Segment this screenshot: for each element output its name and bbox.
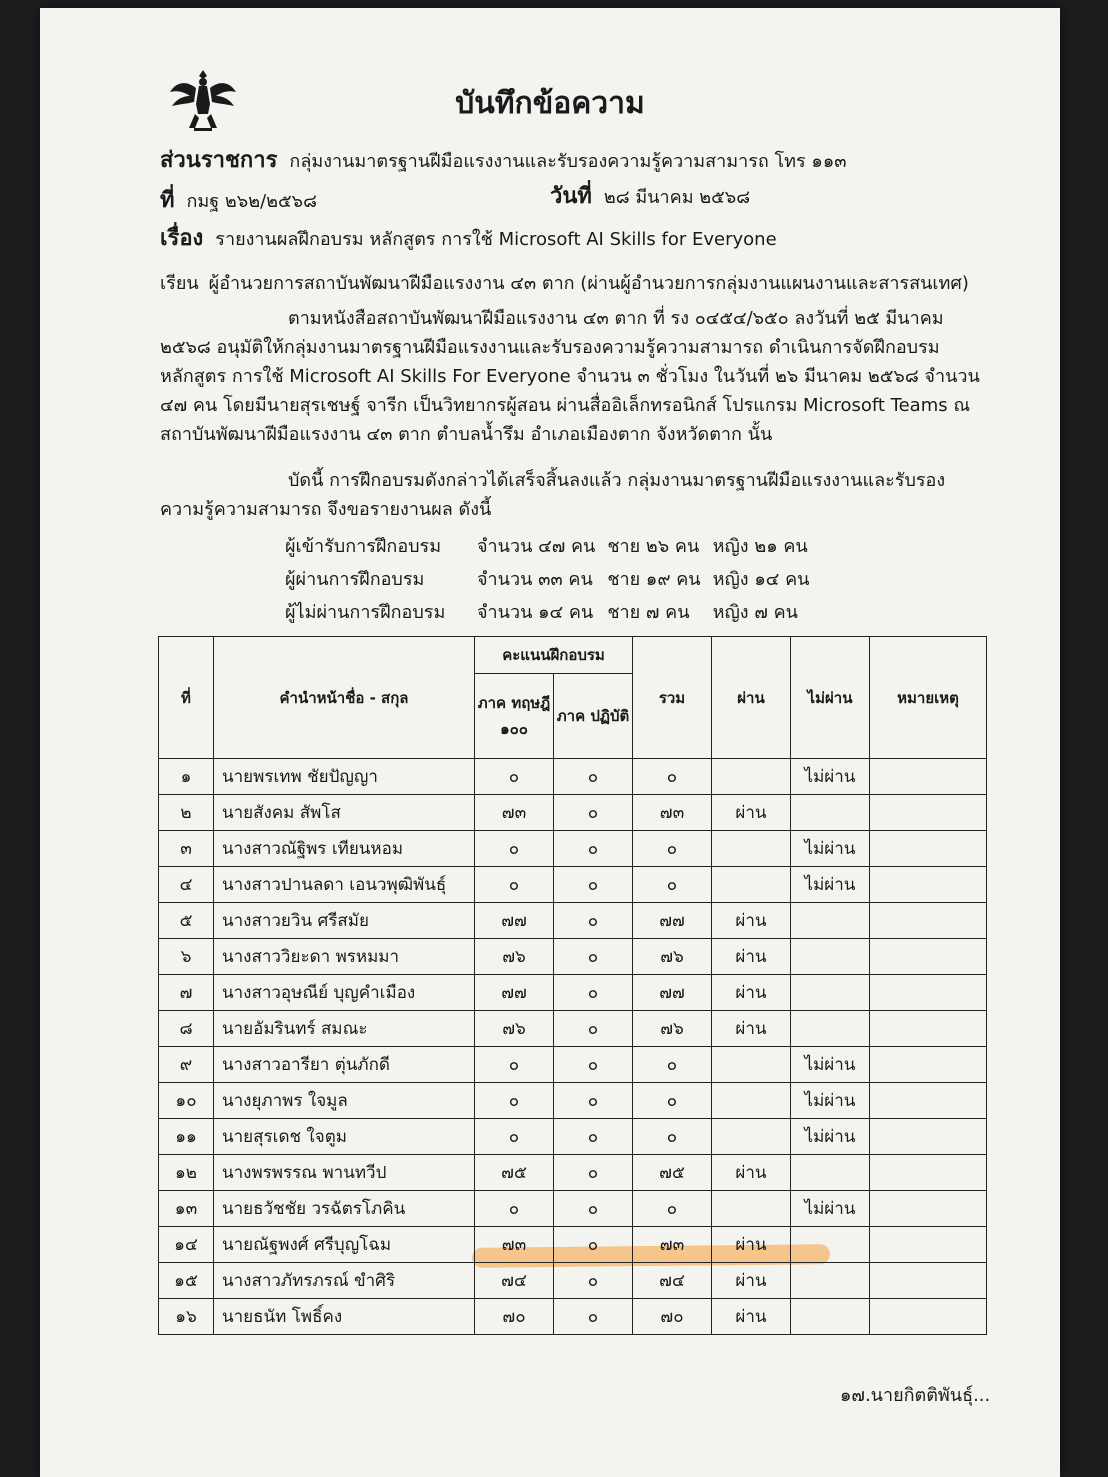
cell-total: ๐ — [633, 867, 712, 903]
cell-total: ๗๗ — [633, 903, 712, 939]
cell-theory: ๗๗ — [475, 975, 554, 1011]
cell-remark — [870, 1155, 987, 1191]
cell-total: ๗๖ — [633, 1011, 712, 1047]
cell-pass — [712, 1119, 791, 1155]
ref-value: กมฐ ๒๖๒/๒๕๖๘ — [186, 191, 317, 212]
cell-theory: ๗๗ — [475, 903, 554, 939]
table-row — [159, 1263, 987, 1299]
memo-title: บันทึกข้อความ — [455, 86, 645, 121]
cell-name: นางสาวยวิน ศรีสมัย — [214, 903, 475, 939]
agency-label: ส่วนราชการ — [160, 148, 278, 173]
cell-total: ๗๖ — [633, 939, 712, 975]
cell-remark — [870, 1119, 987, 1155]
cell-total: ๐ — [633, 1083, 712, 1119]
cell-no: ๑๕ — [159, 1263, 214, 1299]
cell-name: นางยุภาพร ใจมูล — [214, 1083, 475, 1119]
cell-pass — [712, 831, 791, 867]
cell-remark — [870, 903, 987, 939]
cell-remark — [870, 1299, 987, 1335]
date-label: วันที่ — [550, 184, 592, 209]
cell-total: ๐ — [633, 1119, 712, 1155]
results-table — [158, 636, 987, 1335]
table-row — [159, 975, 987, 1011]
cell-theory: ๗๖ — [475, 939, 554, 975]
cell-pass — [712, 1083, 791, 1119]
cell-name: นายสังคม สัพโส — [214, 795, 475, 831]
cell-theory: ๐ — [475, 1083, 554, 1119]
body-paragraph-2: บัดนี้ การฝึกอบรมดังกล่าวได้เสร็จสิ้นลงแล้ว กลุ่มงานมาตรฐานฝีมือแรงงานและรับรองความรู้ความสามารถ จึงขอรายงานผล ดังนี้ — [160, 470, 946, 520]
cell-pass: ผ่าน — [712, 1011, 791, 1047]
cell-name: นายณัฐพงศ์ ศรีบุญโฉม — [214, 1227, 475, 1263]
cell-remark — [870, 867, 987, 903]
subject-value: รายงานผลฝึกอบรม หลักสูตร การใช้ Microsoft AI Skills for Everyone — [215, 229, 777, 250]
cell-name: นางสาววิยะดา พรหมมา — [214, 939, 475, 975]
cell-theory: ๗๐ — [475, 1299, 554, 1335]
cell-pass: ผ่าน — [712, 1299, 791, 1335]
cell-theory: ๐ — [475, 1119, 554, 1155]
cell-pass — [712, 867, 791, 903]
cell-fail: ไม่ผ่าน — [791, 831, 870, 867]
table-row — [159, 1191, 987, 1227]
cell-name: นางสาวภัทรภรณ์ ขำศิริ — [214, 1263, 475, 1299]
cell-no: ๔ — [159, 867, 214, 903]
cell-no: ๗ — [159, 975, 214, 1011]
table-row — [159, 1083, 987, 1119]
cell-practice: ๐ — [554, 903, 633, 939]
cell-practice: ๐ — [554, 1047, 633, 1083]
summary-stats — [285, 530, 815, 629]
table-row — [159, 1155, 987, 1191]
cell-remark — [870, 1227, 987, 1263]
table-row — [159, 759, 987, 795]
cell-no: ๙ — [159, 1047, 214, 1083]
cell-no: ๑๐ — [159, 1083, 214, 1119]
cell-remark — [870, 1011, 987, 1047]
cell-no: ๑๓ — [159, 1191, 214, 1227]
col-pass: ผ่าน — [712, 637, 791, 759]
cell-total: ๐ — [633, 1191, 712, 1227]
col-fail: ไม่ผ่าน — [791, 637, 870, 759]
cell-fail — [791, 1011, 870, 1047]
cell-name: นางสาวปานลดา เอนวพุฒิพันธุ์ — [214, 867, 475, 903]
cell-no: ๑๒ — [159, 1155, 214, 1191]
cell-theory: ๗๔ — [475, 1263, 554, 1299]
cell-no: ๑ — [159, 759, 214, 795]
cell-practice: ๐ — [554, 939, 633, 975]
cell-theory: ๐ — [475, 867, 554, 903]
col-score-group: คะแนนฝึกอบรม — [475, 637, 633, 674]
date-value: ๒๘ มีนาคม ๒๕๖๘ — [603, 187, 751, 208]
continuation-note: ๑๗.นายกิตติพันธุ์... — [840, 1385, 991, 1406]
cell-name: นางสาวอุษณีย์ บุญคำเมือง — [214, 975, 475, 1011]
table-row — [159, 939, 987, 975]
cell-pass — [712, 1047, 791, 1083]
cell-fail — [791, 795, 870, 831]
table-row — [159, 1011, 987, 1047]
recipient-line — [160, 268, 969, 297]
table-row — [159, 867, 987, 903]
cell-no: ๒ — [159, 795, 214, 831]
col-practice: ภาค ปฏิบัติ — [554, 674, 633, 759]
cell-fail: ไม่ผ่าน — [791, 867, 870, 903]
cell-name: นางพรพรรณ พานทวีป — [214, 1155, 475, 1191]
cell-remark — [870, 1263, 987, 1299]
to-value: ผู้อำนวยการสถาบันพัฒนาฝีมือแรงงาน ๔๓ ตาก (ผ่านผู้อำนวยการกลุ่มงานแผนงานและสารสนเทศ) — [208, 273, 969, 294]
cell-fail — [791, 1227, 870, 1263]
cell-name: นางสาวอารียา ตุ่นภักดี — [214, 1047, 475, 1083]
stat-row: ผู้เข้ารับการฝึกอบรม จำนวน ๔๗ คน ชาย ๒๖ คน หญิง ๒๑ คน — [285, 536, 808, 557]
date-line — [550, 178, 750, 213]
cell-theory: ๗๕ — [475, 1155, 554, 1191]
cell-pass — [712, 1191, 791, 1227]
cell-remark — [870, 795, 987, 831]
cell-pass: ผ่าน — [712, 1263, 791, 1299]
cell-pass: ผ่าน — [712, 795, 791, 831]
table-row — [159, 1299, 987, 1335]
table-row — [159, 1047, 987, 1083]
cell-fail: ไม่ผ่าน — [791, 1119, 870, 1155]
cell-pass: ผ่าน — [712, 1227, 791, 1263]
table-row — [159, 795, 987, 831]
cell-theory: ๐ — [475, 759, 554, 795]
cell-practice: ๐ — [554, 831, 633, 867]
table-row — [159, 831, 987, 867]
cell-practice: ๐ — [554, 975, 633, 1011]
cell-total: ๗๐ — [633, 1299, 712, 1335]
cell-name: นายธวัชชัย วรฉัตรโภคิน — [214, 1191, 475, 1227]
cell-remark — [870, 939, 987, 975]
table-row — [159, 1119, 987, 1155]
col-name: คำนำหน้าชื่อ - สกุล — [214, 637, 475, 759]
cell-practice: ๐ — [554, 1155, 633, 1191]
cell-pass: ผ่าน — [712, 975, 791, 1011]
cell-practice: ๐ — [554, 1083, 633, 1119]
cell-fail: ไม่ผ่าน — [791, 1191, 870, 1227]
cell-remark — [870, 759, 987, 795]
stat-row: ผู้ผ่านการฝึกอบรม จำนวน ๓๓ คน ชาย ๑๙ คน หญิง ๑๔ คน — [285, 569, 810, 590]
cell-pass: ผ่าน — [712, 939, 791, 975]
cell-fail — [791, 1263, 870, 1299]
cell-fail — [791, 1299, 870, 1335]
cell-total: ๐ — [633, 831, 712, 867]
cell-pass: ผ่าน — [712, 1155, 791, 1191]
cell-fail: ไม่ผ่าน — [791, 1083, 870, 1119]
ref-label: ที่ — [160, 188, 175, 213]
subject-label: เรื่อง — [160, 226, 204, 251]
cell-remark — [870, 1083, 987, 1119]
cell-practice: ๐ — [554, 1263, 633, 1299]
cell-no: ๘ — [159, 1011, 214, 1047]
results-table-wrapper — [158, 636, 987, 1335]
cell-no: ๓ — [159, 831, 214, 867]
cell-theory: ๗๓ — [475, 795, 554, 831]
cell-practice: ๐ — [554, 1191, 633, 1227]
cell-total: ๗๕ — [633, 1155, 712, 1191]
table-row — [159, 1227, 987, 1263]
cell-no: ๖ — [159, 939, 214, 975]
reference-line — [160, 182, 317, 217]
col-no: ที่ — [159, 637, 214, 759]
col-remark: หมายเหตุ — [870, 637, 987, 759]
cell-remark — [870, 831, 987, 867]
agency-line — [160, 142, 847, 177]
cell-fail — [791, 903, 870, 939]
cell-practice: ๐ — [554, 867, 633, 903]
cell-no: ๑๔ — [159, 1227, 214, 1263]
cell-total: ๗๔ — [633, 1263, 712, 1299]
cell-name: นางสาวณัฐิพร เทียนหอม — [214, 831, 475, 867]
cell-practice: ๐ — [554, 1227, 633, 1263]
cell-pass: ผ่าน — [712, 903, 791, 939]
stat-row: ผู้ไม่ผ่านการฝึกอบรม จำนวน ๑๔ คน ชาย ๗ คน หญิง ๗ คน — [285, 602, 798, 623]
subject-line — [160, 220, 777, 255]
col-total: รวม — [633, 637, 712, 759]
cell-name: นายอัมรินทร์ สมณะ — [214, 1011, 475, 1047]
to-label: เรียน — [160, 273, 199, 294]
cell-total: ๗๗ — [633, 975, 712, 1011]
cell-name: นายพรเทพ ชัยปัญญา — [214, 759, 475, 795]
cell-fail: ไม่ผ่าน — [791, 1047, 870, 1083]
cell-practice: ๐ — [554, 759, 633, 795]
cell-practice: ๐ — [554, 795, 633, 831]
agency-value: กลุ่มงานมาตรฐานฝีมือแรงงานและรับรองความรู้ความสามารถ โทร ๑๑๓ — [289, 151, 847, 172]
cell-fail — [791, 975, 870, 1011]
cell-fail: ไม่ผ่าน — [791, 759, 870, 795]
cell-theory: ๗๓ — [475, 1227, 554, 1263]
cell-remark — [870, 1191, 987, 1227]
cell-name: นายธนัท โพธิ์คง — [214, 1299, 475, 1335]
cell-practice: ๐ — [554, 1299, 633, 1335]
cell-theory: ๐ — [475, 831, 554, 867]
body-paragraph-1: ตามหนังสือสถาบันพัฒนาฝีมือแรงงาน ๔๓ ตาก ที่ รง ๐๔๕๔/๖๕๐ ลงวันที่ ๒๕ มีนาคม ๒๕๖๘ อนุมัติให้กลุ่มงานมาตรฐานฝีมือแรงงานและรับรองความรู้ความสามารถ ดำเนินการจัดฝึกอบรมหลักสูตร การใช้ Microsoft AI Skills For Everyone จำนวน ๓ ชั่วโมง ในวันที่ ๒๖ มีนาคม ๒๕๖๘ จำนวน ๔๗ คน โดยมีนายสุรเชษฐ์ จารีก เป็นวิทยากรผู้สอน ผ่านสื่ออิเล็กทรอนิกส์ โปรแกรม Microsoft Teams ณ สถาบันพัฒนาฝีมือแรงงาน ๔๓ ตาก ตำบลน้ำรึม อำเภอเมืองตาก จังหวัดตาก นั้น — [160, 308, 980, 445]
cell-theory: ๗๖ — [475, 1011, 554, 1047]
cell-practice: ๐ — [554, 1119, 633, 1155]
cell-no: ๕ — [159, 903, 214, 939]
cell-total: ๗๓ — [633, 1227, 712, 1263]
cell-total: ๗๓ — [633, 795, 712, 831]
cell-pass — [712, 759, 791, 795]
cell-total: ๐ — [633, 1047, 712, 1083]
cell-fail — [791, 939, 870, 975]
cell-no: ๑๑ — [159, 1119, 214, 1155]
cell-name: นายสุรเดช ใจตูม — [214, 1119, 475, 1155]
col-theory: ภาค ทฤษฎี ๑๐๐ — [475, 674, 554, 759]
cell-fail — [791, 1155, 870, 1191]
cell-remark — [870, 975, 987, 1011]
memo-page — [40, 8, 1060, 1477]
cell-no: ๑๖ — [159, 1299, 214, 1335]
cell-practice: ๐ — [554, 1011, 633, 1047]
table-row — [159, 903, 987, 939]
cell-total: ๐ — [633, 759, 712, 795]
cell-theory: ๐ — [475, 1047, 554, 1083]
cell-theory: ๐ — [475, 1191, 554, 1227]
cell-remark — [870, 1047, 987, 1083]
